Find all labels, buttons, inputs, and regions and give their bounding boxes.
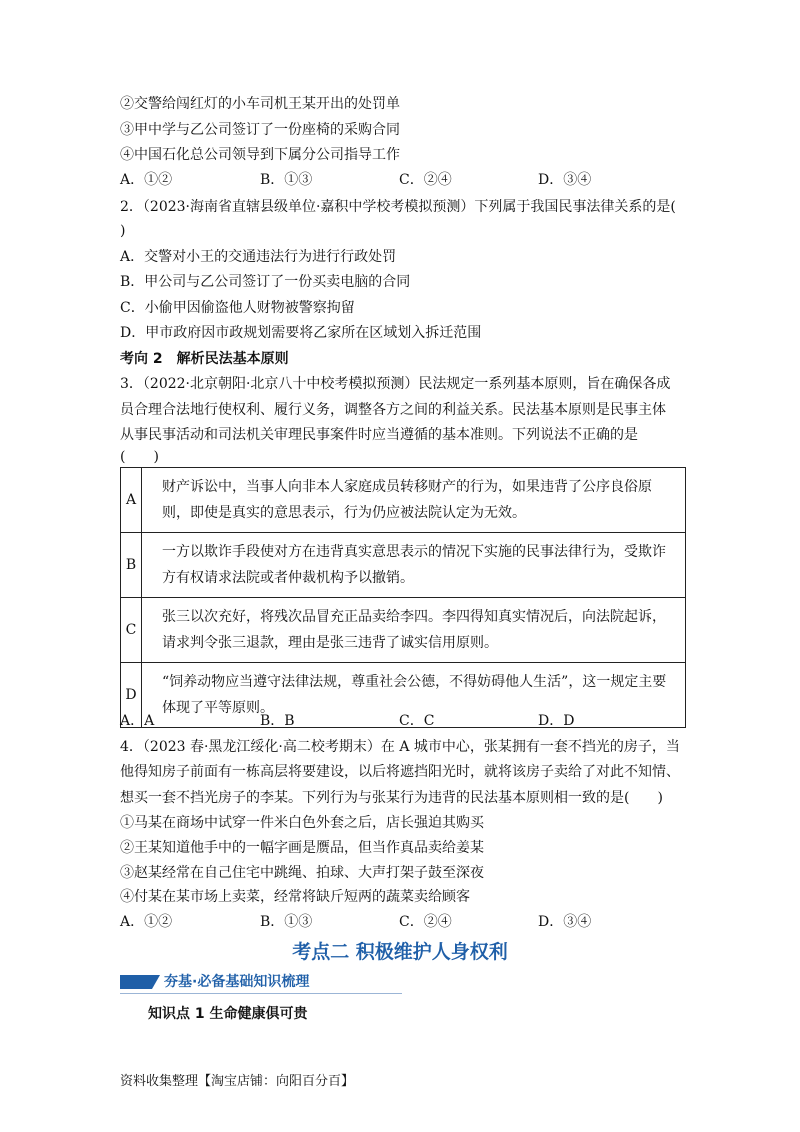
statement-item: ④付某在某市场上卖菜，经常将缺斤短两的蔬菜卖给顾客 (120, 889, 470, 905)
statement-item: ③甲中学与乙公司签订了一份座椅的采购合同 (120, 122, 400, 138)
q4-stem-line: 4．（2023 春·黑龙江绥化·高二校考期末）在 A 城市中心，张某拥有一套不挡光的房子，当 (120, 739, 680, 755)
table-row (121, 468, 686, 533)
option: A．①② (120, 914, 173, 930)
q4-stem-line: 他得知房子前面有一栋高层将要建设，以后将遮挡阳光时，就将该房子卖给了对此不知情、 (120, 764, 680, 780)
option: C．C (399, 713, 435, 729)
q2-stem: 2．（2023·海南省直辖县级单位·嘉积中学校考模拟预测）下列属于我国民事法律关系的是( (120, 199, 676, 215)
row-text: 一方以欺诈手段使对方在违背真实意思表示的情况下实施的民事法律行为，受欺诈方有权请求法院或者仲裁机构予以撤销。 (142, 533, 686, 598)
statement-item: ①马某在商场中试穿一件米白色外套之后，店长强迫其购买 (120, 815, 484, 831)
row-text: 财产诉讼中，当事人向非本人家庭成员转移财产的行为，如果违背了公序良俗原则，即使是真实的意思表示，行为仍应被法院认定为无效。 (142, 468, 686, 533)
option: B．①③ (260, 914, 313, 930)
row-text: “饲养动物应当遵守法律法规，尊重社会公德，不得妨碍他人生活”，这一规定主要体现了平等原则。 (142, 663, 686, 728)
option: B．B (260, 713, 295, 729)
row-label: A (121, 468, 142, 533)
banner-rule (120, 993, 402, 994)
section-banner (120, 969, 402, 995)
table-row (121, 598, 686, 663)
option: D．D (538, 713, 575, 729)
option: C．②④ (399, 172, 452, 188)
q3-stem-line: 从事民事活动和司法机关审理民事案件时应当遵循的基本准则。下列说法不正确的是 (120, 427, 638, 443)
q3-stem-line: 3．（2022·北京朝阳·北京八十中校考模拟预测）民法规定一系列基本原则，旨在确保各成 (120, 376, 671, 392)
q2-stem-end: ) (120, 223, 126, 239)
section-heading: 考向 2 解析民法基本原则 (120, 351, 289, 367)
page-footer: 资料收集整理【淘宝店铺：向阳百分百】 (120, 1074, 355, 1089)
q2-option-a: A．交警对小王的交通违法行为进行行政处罚 (120, 249, 397, 265)
banner-title: 夯基·必备基础知识梳理 (164, 974, 310, 990)
q2-option-c: C．小偷甲因偷盗他人财物被警察拘留 (120, 300, 355, 316)
row-text: 张三以次充好，将残次品冒充正品卖给李四。李四得知真实情况后，向法院起诉，请求判令张三退款，理由是张三违背了诚实信用原则。 (142, 598, 686, 663)
banner-bar (120, 975, 160, 989)
q3-options-table (120, 467, 686, 728)
part-heading: 考点二 积极维护人身权利 (292, 941, 508, 963)
row-label: D (121, 663, 142, 728)
q3-stem-line: 员合理合法地行使权利、履行义务，调整各方之间的利益关系。民法基本原则是民事主体 (120, 402, 666, 418)
statement-item: ③赵某经常在自己住宅中跳绳、拍球、大声打架子鼓至深夜 (120, 865, 484, 881)
statement-item: ④中国石化总公司领导到下属分公司指导工作 (120, 147, 400, 163)
knowledge-point-title: 知识点 1 生命健康俱可贵 (148, 1006, 308, 1022)
q2-option-d: D．甲市政府因市政规划需要将乙家所在区域划入拆迁范围 (120, 325, 482, 341)
option: C．②④ (399, 914, 452, 930)
statement-item: ②王某知道他手中的一幅字画是赝品，但当作真品卖给姜某 (120, 840, 484, 856)
row-label: C (121, 598, 142, 663)
option: D．③④ (538, 172, 592, 188)
option: A．①② (120, 172, 173, 188)
table-row (121, 533, 686, 598)
row-label: B (121, 533, 142, 598)
q4-stem-line: 想买一套不挡光房子的李某。下列行为与张某行为违背的民法基本原则相一致的是( ) (120, 790, 663, 806)
option: D．③④ (538, 914, 592, 930)
q3-stem-line: ( ) (120, 449, 159, 465)
q2-option-b: B．甲公司与乙公司签订了一份买卖电脑的合同 (120, 274, 411, 290)
statement-item: ②交警给闯红灯的小车司机王某开出的处罚单 (120, 96, 400, 112)
option: A．A (120, 713, 155, 729)
option: B．①③ (260, 172, 313, 188)
